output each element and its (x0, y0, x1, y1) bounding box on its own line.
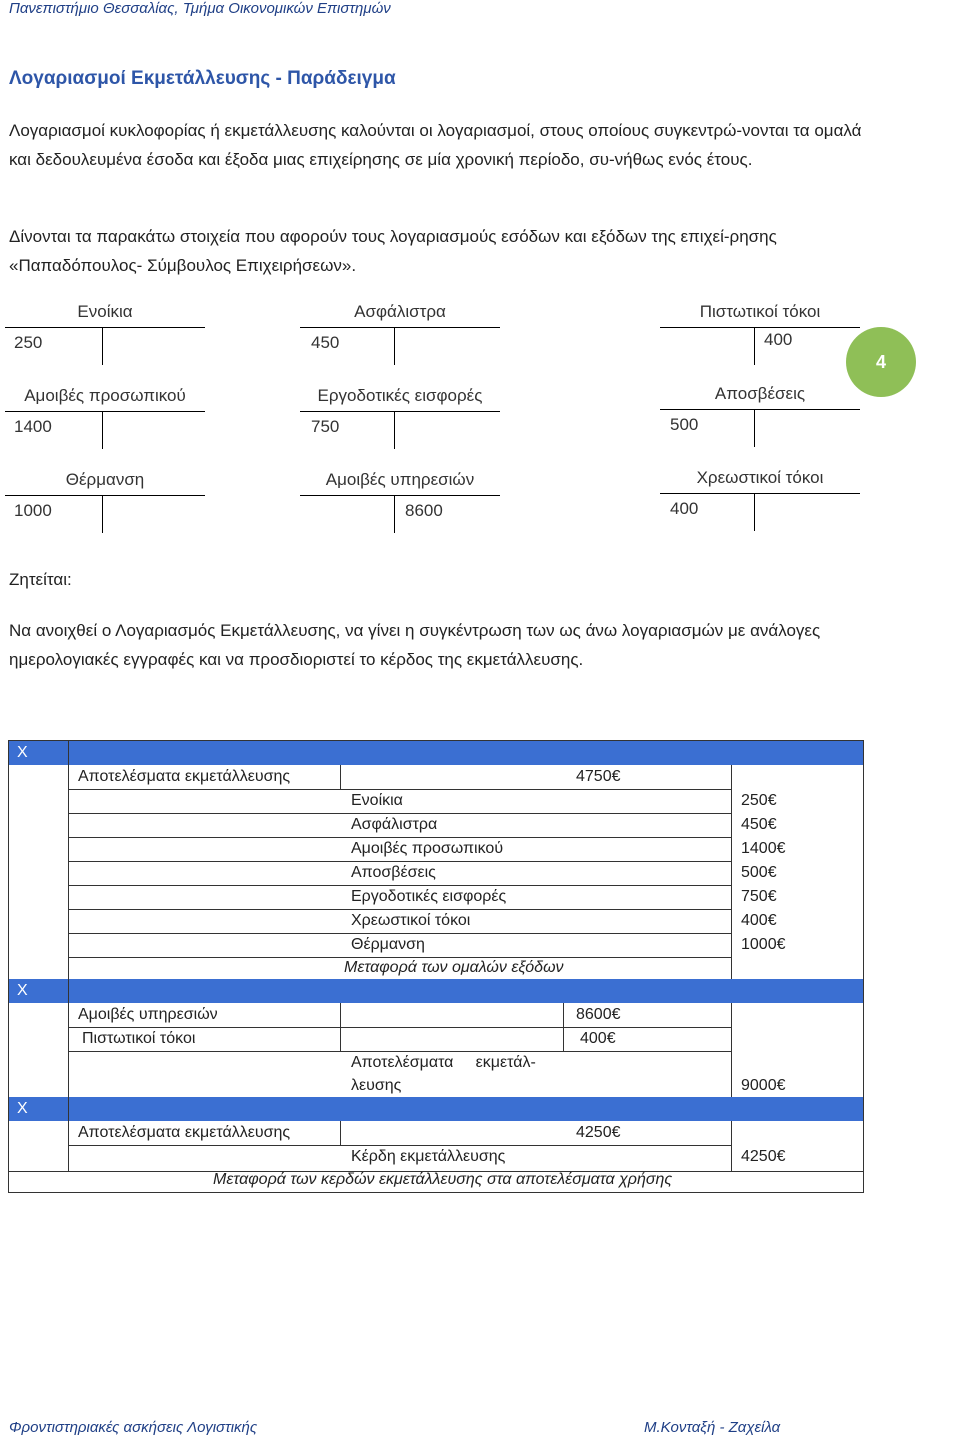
entry2-debit-account: Πιστωτικοί τόκοι (82, 1030, 196, 1047)
journal-date-row (9, 979, 863, 1003)
data-paragraph: Δίνονται τα παρακάτω στοιχεία που αφορούν τους λογαριασμούς εσόδων και εξόδων της επιχεί-ρησης «Παπαδόπουλος- Σύμβουλος Επιχειρήσεων». (9, 227, 777, 275)
journal-date-row (9, 1097, 863, 1121)
entry1-debit-amount: 4750€ (576, 768, 621, 785)
t-account-interest-expense (660, 468, 860, 530)
entry1-narration: Μεταφορά των ομαλών εξόδων (344, 959, 564, 976)
credit-account: Ασφάλιστρα (351, 816, 438, 833)
requirement-text: Να ανοιχθεί ο Λογαριασμός Εκμετάλλευσης, να γίνει η συγκέντρωση των ως άνω λογαριασμών με ανάλογες ημερολογιακές εγγραφές και να προσδιοριστεί το κέρδος της εκμετάλλευσης. (9, 621, 821, 669)
t-account-debit: 750 (311, 417, 340, 436)
date-marker: Χ (17, 1100, 28, 1117)
t-account-service-fees (300, 470, 500, 532)
credit-amount: 750€ (741, 888, 777, 905)
t-account-depreciation (660, 384, 860, 446)
page-title: Λογαριασμοί Εκμετάλλευσης - Παράδειγμα (9, 68, 396, 89)
t-account-name: Ενοίκια (77, 302, 133, 321)
t-account-debit: 400 (670, 499, 699, 518)
t-account-employer-contributions (300, 386, 500, 448)
header-institution: Πανεπιστήμιο Θεσσαλίας, Τμήμα Οικονομικών Επιστημών (9, 0, 391, 17)
t-account-name: Εργοδοτικές εισφορές (317, 386, 483, 405)
t-account-name: Χρεωστικοί τόκοι (696, 468, 824, 487)
t-account-debit: 1400 (14, 417, 52, 436)
t-account-credit: 400 (764, 330, 793, 349)
credit-account: Εργοδοτικές εισφορές (351, 888, 507, 905)
entry2-credit-account: Αποτελέσματα εκμετάλ- (351, 1054, 536, 1071)
t-account-staff-fees (5, 386, 205, 448)
entry3-debit-amount: 4250€ (576, 1124, 621, 1141)
entry2-debit-amount: 400€ (580, 1030, 616, 1047)
entry3-debit-account: Αποτελέσματα εκμετάλλευσης (78, 1124, 291, 1141)
entry2-debit-amount: 8600€ (576, 1006, 621, 1023)
credit-account: Αμοιβές προσωπικού (351, 840, 504, 857)
t-account-interest-income (660, 302, 860, 364)
credit-amount: 250€ (741, 792, 777, 809)
credit-account: Αποσβέσεις (351, 864, 436, 881)
date-marker: Χ (17, 744, 28, 761)
journal-date-row (9, 741, 863, 765)
entry3-credit-amount: 4250€ (741, 1148, 786, 1165)
requirement-heading: Ζητείται: (9, 570, 72, 589)
entry1-debit-account: Αποτελέσματα εκμετάλλευσης (78, 768, 291, 785)
credit-amount: 400€ (741, 912, 777, 929)
credit-account: Χρεωστικοί τόκοι (351, 912, 471, 929)
t-account-debit: 250 (14, 333, 43, 352)
credit-amount: 1400€ (741, 840, 786, 857)
credit-account: Ενοίκια (351, 792, 403, 809)
t-account-name: Θέρμανση (65, 470, 145, 489)
journal-table (8, 740, 864, 1193)
entry3-narration: Μεταφορά των κερδών εκμετάλλευσης στα αποτελέσματα χρήσης (213, 1171, 673, 1188)
t-account-heating (5, 470, 205, 532)
entry2-credit-amount: 9000€ (741, 1077, 786, 1094)
page-number-badge: 4 (846, 327, 916, 397)
credit-account: Θέρμανση (351, 936, 425, 953)
date-marker: Χ (17, 982, 28, 999)
t-account-name: Ασφάλιστρα (354, 302, 446, 321)
t-account-credit: 8600 (405, 501, 443, 520)
entry3-credit-account: Κέρδη εκμετάλλευσης (351, 1148, 506, 1165)
t-account-debit: 1000 (14, 501, 52, 520)
t-account-name: Αμοιβές προσωπικού (24, 386, 186, 405)
credit-amount: 450€ (741, 816, 777, 833)
entry2-credit-account-cont: λευσης (351, 1077, 402, 1094)
t-account-insurance (300, 302, 500, 364)
intro-paragraph: Λογαριασμοί κυκλοφορίας ή εκμετάλλευσης καλούνται οι λογαριασμοί, στους οποίους συγκεντρώ-νονται τα ομαλά και δεδουλευμένα έσοδα και έξοδα μιας επιχείρησης σε μία χρονική περίοδο, συ-νήθως ενός έτους. (9, 121, 862, 169)
t-account-name: Πιστωτικοί τόκοι (699, 302, 821, 321)
t-account-name: Αποσβέσεις (714, 384, 806, 403)
t-account-rent (5, 302, 205, 364)
credit-amount: 1000€ (741, 936, 786, 953)
t-account-debit: 450 (311, 333, 340, 352)
footer-right: Μ.Κονταξή - Ζαχείλα (644, 1419, 781, 1436)
credit-amount: 500€ (741, 864, 777, 881)
t-account-name: Αμοιβές υπηρεσιών (325, 470, 475, 489)
t-account-debit: 500 (670, 415, 699, 434)
entry2-debit-account: Αμοιβές υπηρεσιών (78, 1006, 218, 1023)
footer-left: Φροντιστηριακές ασκήσεις Λογιστικής (9, 1419, 258, 1436)
